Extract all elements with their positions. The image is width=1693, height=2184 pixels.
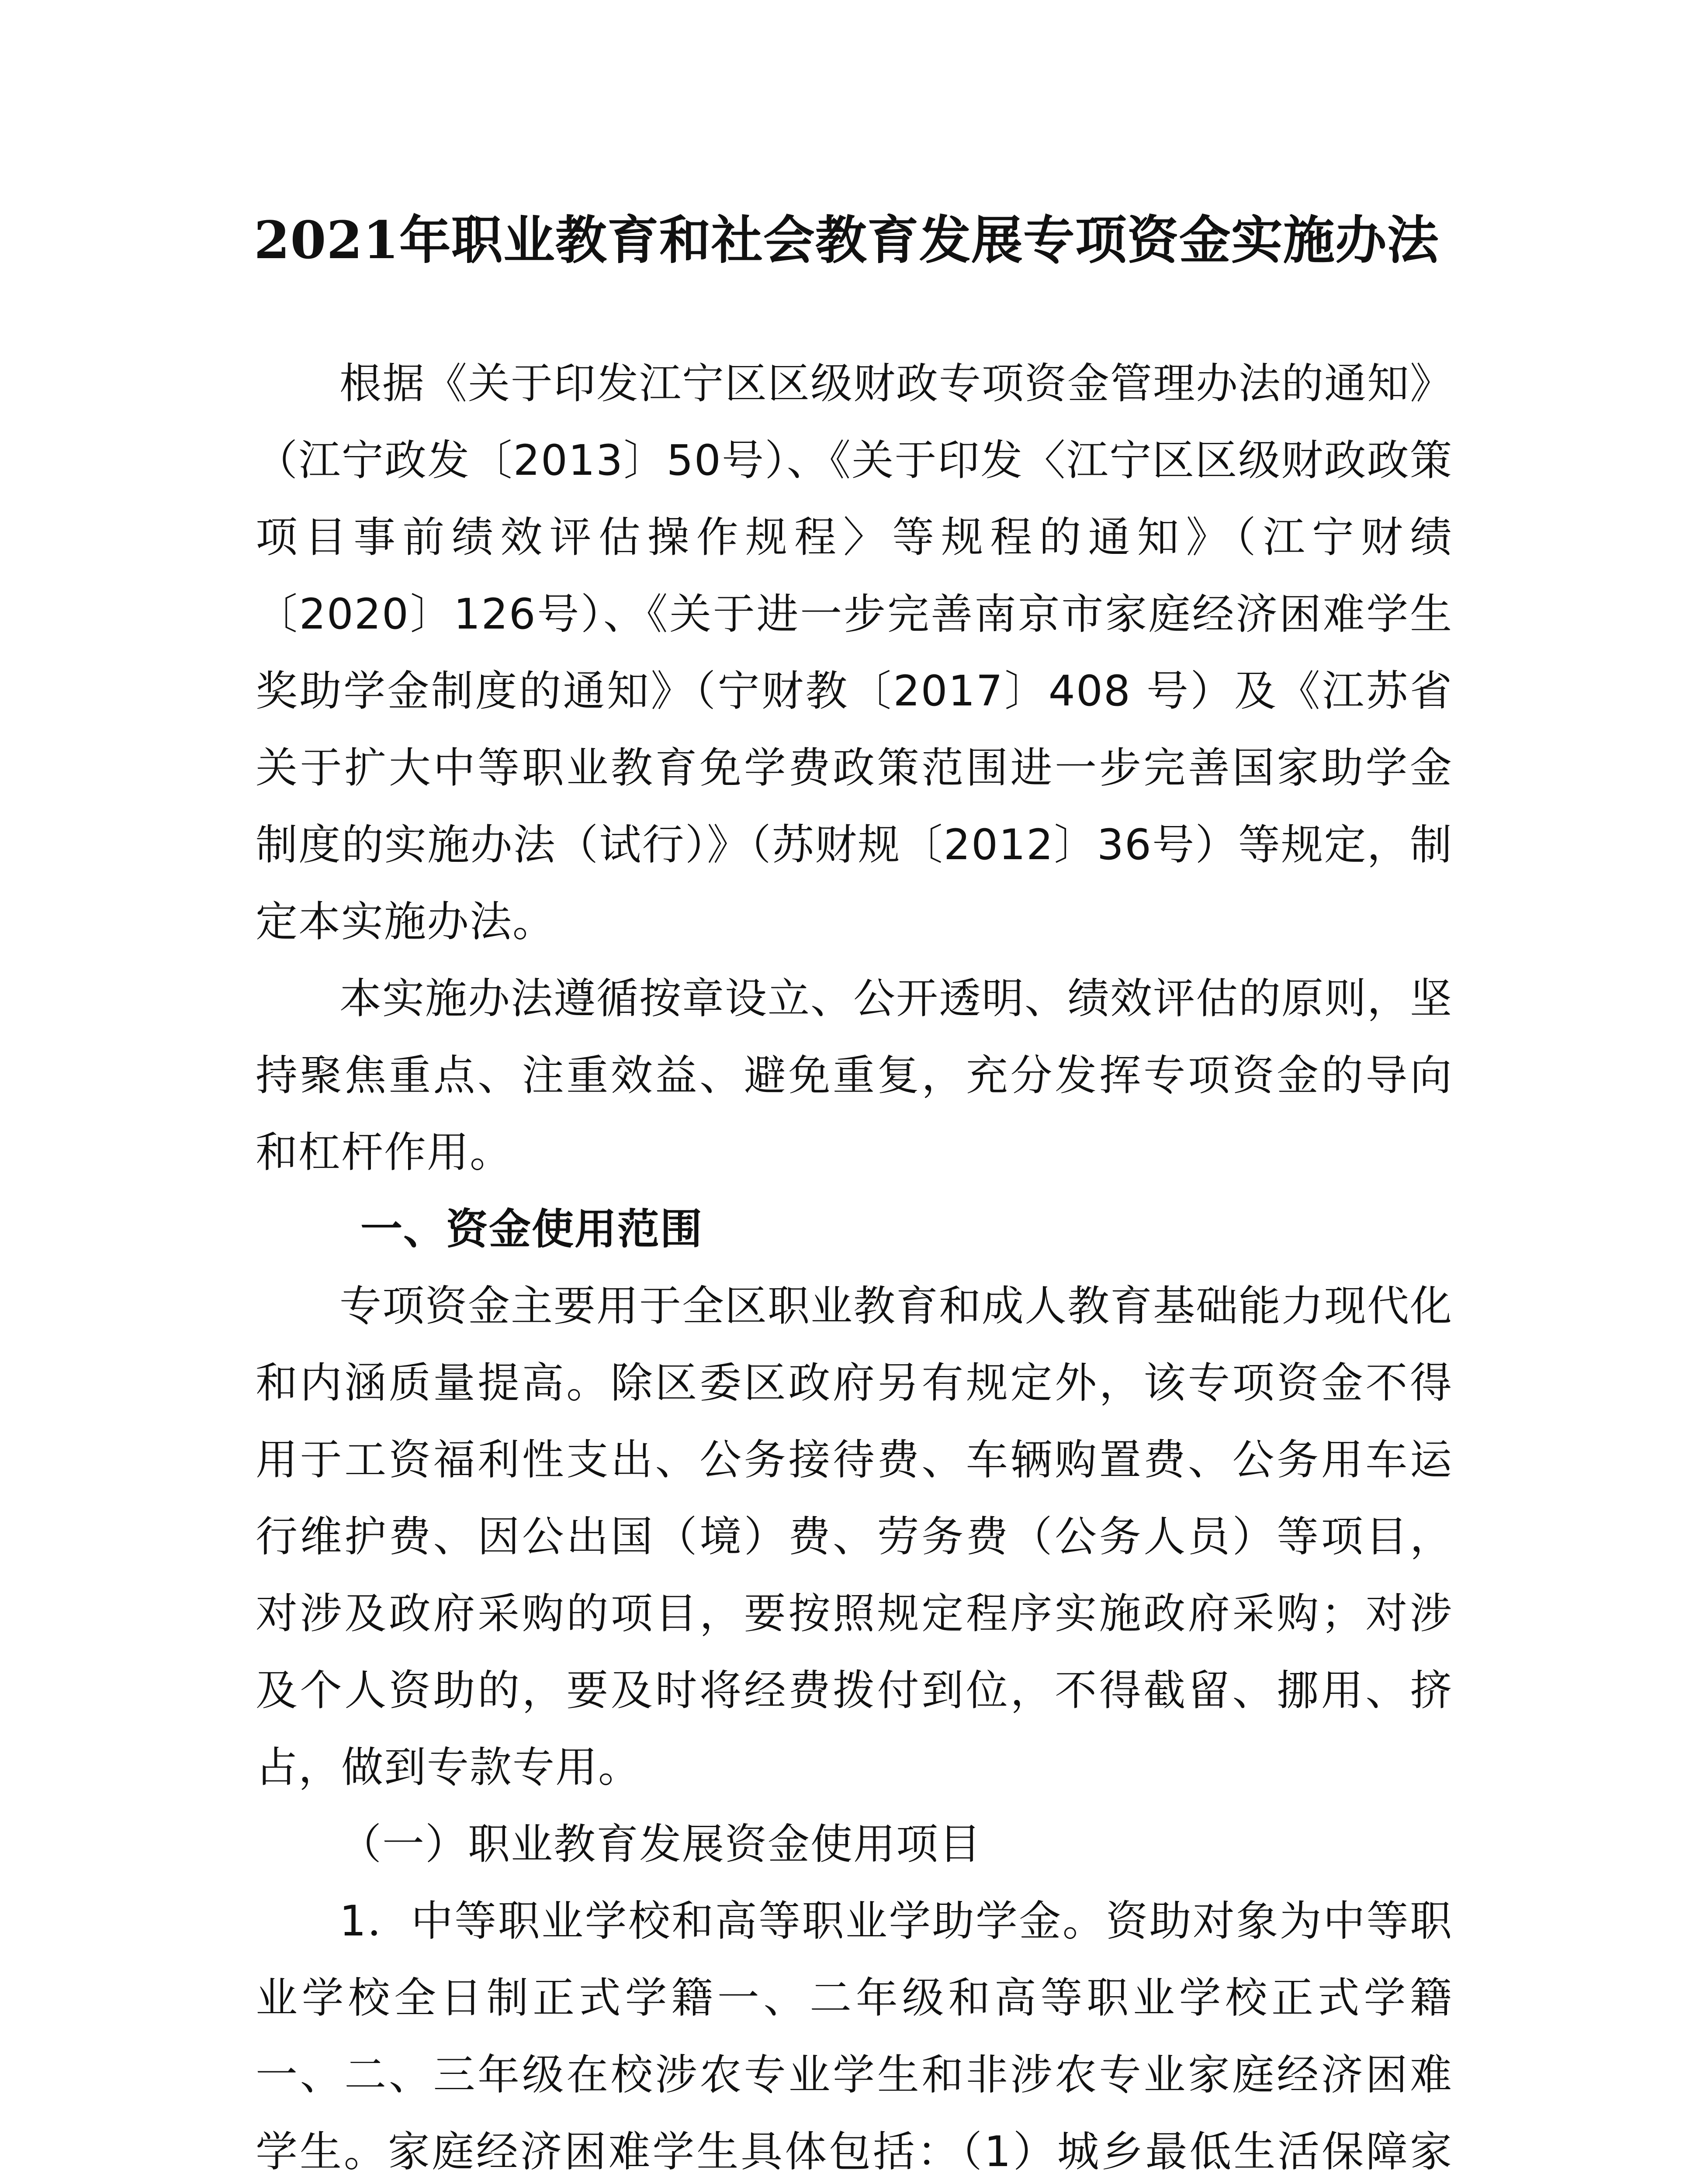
paragraph-grant-item-1: 1．中等职业学校和高等职业学助学金。资助对象为中等职业学校全日制正式学籍一、二年级和高等职业学校正式学籍一、二、三年级在校涉农专业学生和非涉农专业家庭经济困难学生。家庭经济困难学生具体包括：（1）城乡最低生活保障家 (256, 1897, 1453, 2176)
paragraph-principles: 本实施办法遵循按章设立、公开透明、绩效评估的原则，坚持聚焦重点、注重效益、避免重复，充分发挥专项资金的导向和杠杆作用。 (256, 974, 1453, 1177)
document-title: 2021年职业教育和社会教育发展专项资金实施办法 (254, 210, 1439, 270)
paragraph-fund-scope: 专项资金主要用于全区职业教育和成人教育基础能力现代化和内涵质量提高。除区委区政府另有规定外，该专项资金不得用于工资福利性支出、公务接待费、车辆购置费、公务用车运行维护费、因公出国（境）费、劳务费（公务人员）等项目，对涉及政府采购的项目，要按照规定程序实施政府采购；对涉及个人资助的，要及时将经费拨付到位，不得截留、挪用、挤占，做到专款专用。 (256, 1282, 1453, 1792)
subsection-heading-vocational: （一）职业教育发展资金使用项目 (339, 1820, 982, 1869)
document-body (256, 345, 1453, 2184)
paragraph-basis: 根据《关于印发江宁区区级财政专项资金管理办法的通知》（江宁政发〔2013〕50号）、《关于印发〈江宁区区级财政政策项目事前绩效评估操作规程〉等规程的通知》（江宁财绩〔2020〕126号）、《关于进一步完善南京市家庭经济困难学生奖助学金制度的通知》（宁财教〔2017〕408 号）及《江苏省关于扩大中等职业教育免学费政策范围进一步完善国家助学金制度的实施办法（试行）》（苏财规〔2012〕36号）等规定，制定本实施办法。 (256, 359, 1453, 946)
section-heading-fund-scope: 一、资金使用范围 (360, 1205, 703, 1254)
